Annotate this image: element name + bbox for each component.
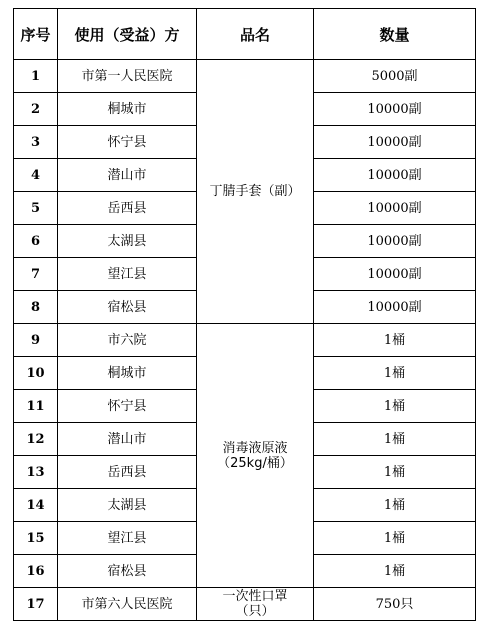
header-row <box>14 9 476 60</box>
row-seq: 4 <box>14 159 58 192</box>
row-quantity: 10000副 <box>314 192 476 225</box>
row-quantity: 1桶 <box>314 489 476 522</box>
row-quantity: 1桶 <box>314 390 476 423</box>
product-disinfectant-name: 消毒液原液 <box>222 440 288 456</box>
row-seq: 2 <box>14 93 58 126</box>
row-quantity: 1桶 <box>314 324 476 357</box>
row-quantity: 1桶 <box>314 423 476 456</box>
row-quantity: 10000副 <box>314 93 476 126</box>
row-unit: 宿松县 <box>58 291 197 324</box>
row-unit: 怀宁县 <box>58 126 197 159</box>
row-quantity: 10000副 <box>314 126 476 159</box>
row-seq: 9 <box>14 324 58 357</box>
product-disinfectant-unit: （25kg/桶） <box>217 455 293 471</box>
row-quantity: 750只 <box>314 588 476 621</box>
table-row <box>14 324 476 357</box>
row-seq: 7 <box>14 258 58 291</box>
product-masks <box>197 588 314 621</box>
row-unit: 市第一人民医院 <box>58 60 197 93</box>
row-unit: 桐城市 <box>58 93 197 126</box>
row-unit: 市六院 <box>58 324 197 357</box>
row-quantity: 10000副 <box>314 159 476 192</box>
product-masks-name: 一次性口罩 <box>222 589 288 604</box>
row-unit: 望江县 <box>58 522 197 555</box>
row-unit: 太湖县 <box>58 225 197 258</box>
row-seq: 14 <box>14 489 58 522</box>
row-unit: 岳西县 <box>58 192 197 225</box>
row-seq: 17 <box>14 588 58 621</box>
product-gloves-label: 丁腈手套（副） <box>209 184 301 199</box>
allocation-table <box>13 8 476 621</box>
row-quantity: 10000副 <box>314 258 476 291</box>
row-unit: 怀宁县 <box>58 390 197 423</box>
row-seq: 8 <box>14 291 58 324</box>
row-seq: 3 <box>14 126 58 159</box>
header-unit: 使用（受益）方 <box>58 9 197 60</box>
table-row <box>14 588 476 621</box>
row-quantity: 1桶 <box>314 357 476 390</box>
product-masks-unit: （只） <box>235 604 275 619</box>
row-quantity: 1桶 <box>314 522 476 555</box>
row-seq: 1 <box>14 60 58 93</box>
row-quantity: 10000副 <box>314 291 476 324</box>
row-unit: 潜山市 <box>58 159 197 192</box>
row-seq: 12 <box>14 423 58 456</box>
row-unit: 望江县 <box>58 258 197 291</box>
header-seq: 序号 <box>14 9 58 60</box>
row-unit: 岳西县 <box>58 456 197 489</box>
row-seq: 11 <box>14 390 58 423</box>
table-row <box>14 60 476 93</box>
row-seq: 6 <box>14 225 58 258</box>
row-unit: 宿松县 <box>58 555 197 588</box>
product-disinfectant <box>197 324 314 588</box>
row-unit: 桐城市 <box>58 357 197 390</box>
row-seq: 13 <box>14 456 58 489</box>
row-unit: 太湖县 <box>58 489 197 522</box>
row-quantity: 1桶 <box>314 456 476 489</box>
header-quantity: 数量 <box>314 9 476 60</box>
header-product: 品名 <box>197 9 314 60</box>
product-gloves <box>197 60 314 324</box>
row-seq: 5 <box>14 192 58 225</box>
row-quantity: 5000副 <box>314 60 476 93</box>
row-quantity: 10000副 <box>314 225 476 258</box>
row-quantity: 1桶 <box>314 555 476 588</box>
row-seq: 15 <box>14 522 58 555</box>
row-unit: 潜山市 <box>58 423 197 456</box>
row-seq: 16 <box>14 555 58 588</box>
row-unit: 市第六人民医院 <box>58 588 197 621</box>
row-seq: 10 <box>14 357 58 390</box>
